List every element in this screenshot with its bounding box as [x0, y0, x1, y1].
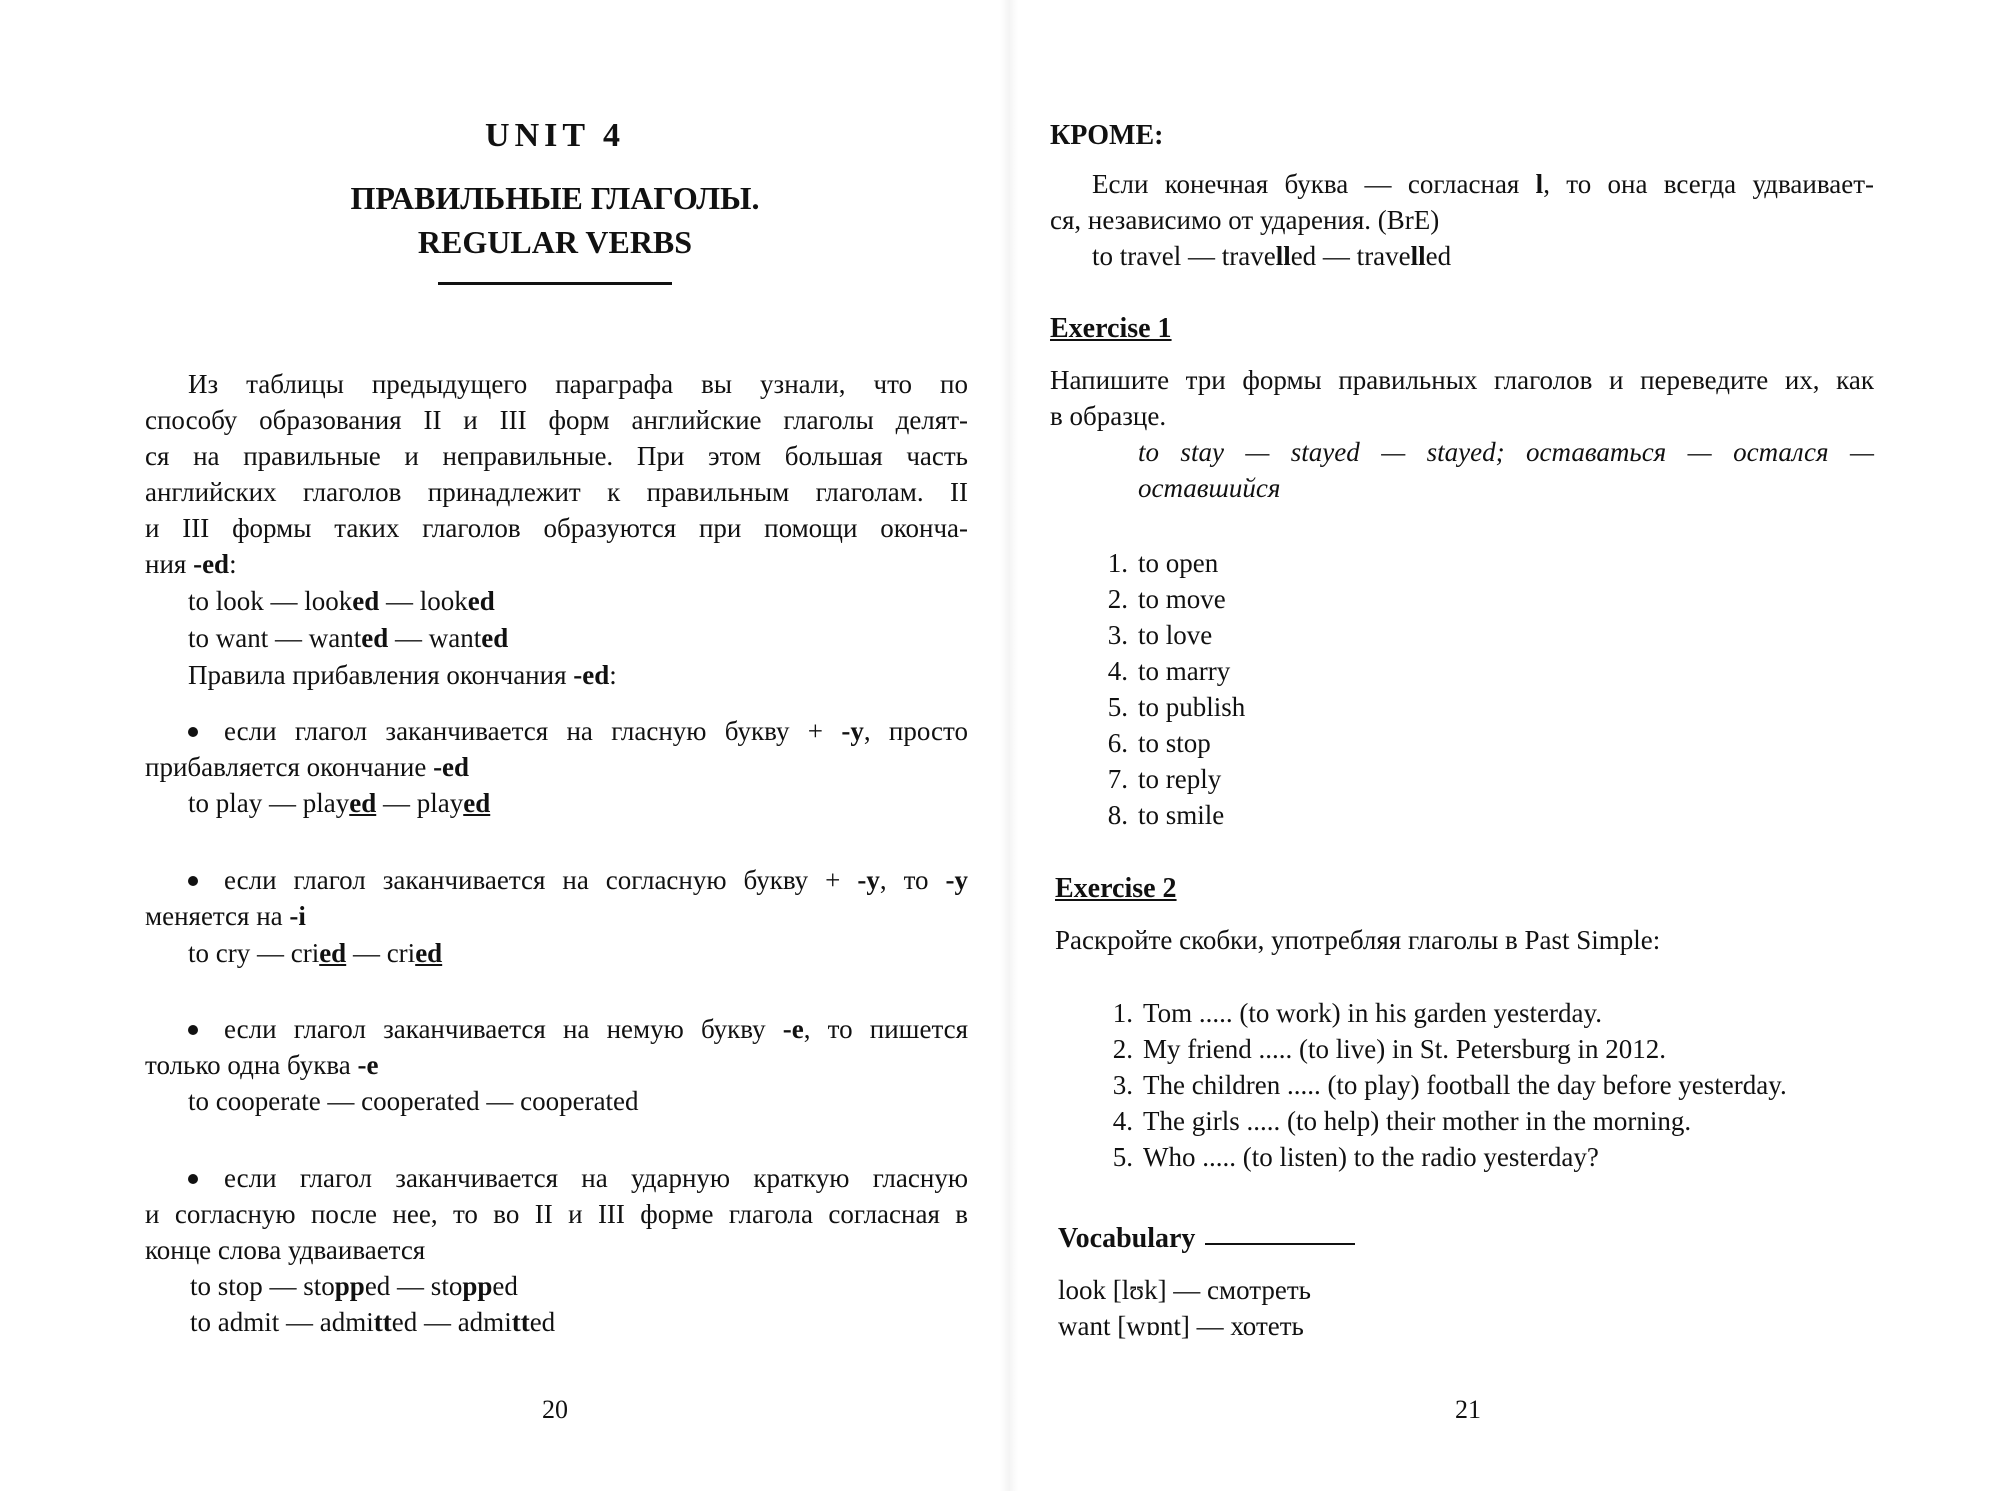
except-line-1: Если конечная буква — согласная l, то она всегда удваивает-	[1092, 169, 1874, 199]
exercise-2-item: 5. Who ..... (to listen) to the radio yesterday?	[1112, 1142, 1599, 1172]
vocabulary-heading: Vocabulary	[1058, 1221, 1355, 1257]
exercise-1-instruction-line-1: Напишите три формы правильных глаголов и переведите их, как	[1050, 365, 1874, 395]
rule2-line-1: если глагол заканчивается на согласную букву + -y, то -y	[188, 862, 968, 898]
page-number-left: 20	[542, 1395, 568, 1424]
example-look: to look — looked — looked	[188, 586, 495, 616]
rules-intro: Правила прибавления окончания -ed:	[188, 660, 617, 690]
right-page	[1000, 0, 2000, 1491]
rule4-example-stop: to stop — stopped — stopped	[190, 1271, 518, 1301]
exercise-1-sample-line-2: оставшийся	[1138, 473, 1281, 503]
intro-line-3: ся на правильные и неправильные. При этом большая часть	[145, 441, 968, 471]
exercise-1-item: 6. to stop	[1107, 728, 1211, 758]
rule1-line-2: прибавляется окончание -ed	[145, 752, 470, 782]
rule4-line-3: конце слова удваивается	[145, 1235, 426, 1265]
vocabulary-entry: want [wɒnt] — хотеть	[1058, 1311, 1304, 1341]
exercise-1-sample-line-1: to stay — stayed — stayed; оставаться — остался —	[1138, 437, 1874, 467]
bullet-icon	[188, 1025, 198, 1035]
rule3-line-1: если глагол заканчивается на немую букву -e, то пишется	[188, 1011, 968, 1047]
exercise-2-heading: Exercise 2	[1055, 873, 1177, 904]
exercise-2-item: 1. Tom ..... (to work) in his garden yesterday.	[1112, 998, 1602, 1028]
page-number-right: 21	[1455, 1395, 1481, 1424]
exercise-1-instruction-line-2: в образце.	[1050, 401, 1167, 431]
intro-line-5: и III формы таких глаголов образуются при помощи оконча-	[145, 513, 968, 543]
exercise-1-item: 8. to smile	[1107, 800, 1225, 830]
exercise-1-item: 2. to move	[1107, 584, 1226, 614]
rule4-line-2: и согласную после нее, то во II и III форме глагола согласная в	[145, 1199, 968, 1229]
exercise-2-item: 4. The girls ..... (to help) their mother in the morning.	[1112, 1106, 1692, 1136]
section-title-en: REGULAR VERBS	[417, 224, 693, 260]
intro-line-6: ния -ed:	[145, 549, 237, 579]
rule2-line-2: меняется на -i	[145, 901, 306, 931]
except-example: to travel — travelled — travelled	[1092, 241, 1452, 271]
example-want: to want — wanted — wanted	[188, 623, 509, 653]
rule4-example-admit: to admit — admitted — admitted	[190, 1307, 556, 1337]
exercise-1-item: 4. to marry	[1107, 656, 1231, 686]
vocabulary-underline	[1205, 1242, 1355, 1245]
vocabulary-entry: look [lʊk] — смотреть	[1058, 1275, 1311, 1305]
exercise-1-item: 1. to open	[1107, 548, 1219, 578]
exercise-2-instruction: Раскройте скобки, употребляя глаголы в Past Simple:	[1055, 925, 1661, 955]
except-line-2: ся, независимо от ударения. (BrE)	[1050, 205, 1440, 235]
exercise-1-heading: Exercise 1	[1050, 313, 1172, 344]
rule1-example: to play — played — played	[188, 788, 491, 818]
exercise-2-item: 2. My friend ..... (to live) in St. Petersburg in 2012.	[1112, 1034, 1666, 1064]
exercise-1-item: 7. to reply	[1107, 764, 1222, 794]
exercise-2-item: 3. The children ..... (to play) football the day before yesterday.	[1112, 1070, 1787, 1100]
title-divider	[438, 282, 672, 285]
bullet-icon	[188, 1174, 198, 1184]
intro-line-1: Из таблицы предыдущего параграфа вы узнали, что по	[188, 369, 968, 399]
section-title-ru: ПРАВИЛЬНЫЕ ГЛАГОЛЫ.	[350, 180, 760, 216]
intro-line-2: способу образования II и III форм английские глаголы делят-	[145, 405, 968, 435]
exercise-1-item: 5. to publish	[1107, 692, 1246, 722]
rule3-line-2: только одна буква -e	[145, 1050, 379, 1080]
intro-line-4: английских глаголов принадлежит к правильным глаголам. II	[145, 477, 968, 507]
exercise-1-item: 3. to love	[1107, 620, 1213, 650]
unit-title: UNIT 4	[485, 117, 625, 154]
except-heading: КРОМЕ:	[1050, 120, 1164, 151]
bullet-icon	[188, 727, 198, 737]
rule2-example: to cry — cried — cried	[188, 938, 443, 968]
rule4-line-1: если глагол заканчивается на ударную краткую гласную	[188, 1160, 968, 1196]
bullet-icon	[188, 876, 198, 886]
rule1-line-1: если глагол заканчивается на гласную букву + -y, просто	[188, 713, 968, 749]
rule3-example: to cooperate — cooperated — cooperated	[188, 1086, 639, 1116]
